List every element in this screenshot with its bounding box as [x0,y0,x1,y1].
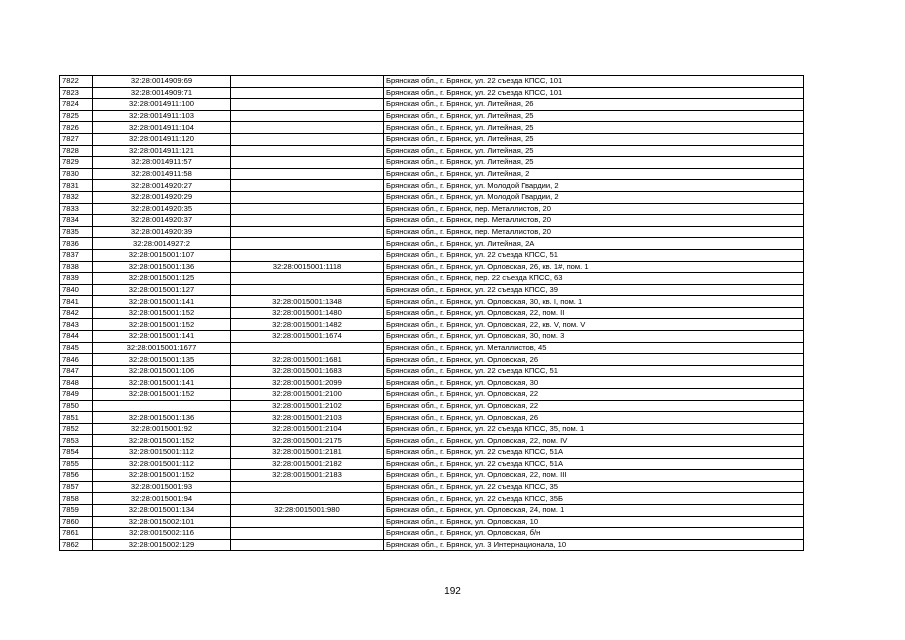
row-number-cell: 7853 [60,435,93,447]
cadastral-number-cell: 32:28:0015001:112 [93,447,231,459]
cadastral-number-cell [93,400,231,412]
address-cell: Брянская обл., г. Брянск, ул. Орловская, б/н [384,528,804,540]
row-number-cell: 7852 [60,423,93,435]
address-cell: Брянская обл., г. Брянск, ул. Орловская, 10 [384,516,804,528]
cadastral-number-cell: 32:28:0015001:152 [93,389,231,401]
cadastral-number-cell: 32:28:0014909:71 [93,87,231,99]
object-cadastral-number-cell: 32:28:0015001:1482 [231,319,384,331]
cadastral-number-cell: 32:28:0014911:104 [93,122,231,134]
row-number-cell: 7845 [60,342,93,354]
row-number-cell: 7832 [60,191,93,203]
object-cadastral-number-cell [231,342,384,354]
row-number-cell: 7846 [60,354,93,366]
cadastral-number-cell: 32:28:0014911:100 [93,99,231,111]
row-number-cell: 7823 [60,87,93,99]
address-cell: Брянская обл., г. Брянск, ул. Орловская, 22 [384,389,804,401]
table-row [60,307,804,319]
cadastral-number-cell: 32:28:0014911:57 [93,157,231,169]
table-row [60,87,804,99]
row-number-cell: 7842 [60,307,93,319]
row-number-cell: 7836 [60,238,93,250]
address-cell: Брянская обл., г. Брянск, ул. 22 съезда КПСС, 35, пом. 1 [384,423,804,435]
object-cadastral-number-cell [231,528,384,540]
address-cell: Брянская обл., г. Брянск, ул. Орловская, 22, пом. II [384,307,804,319]
table-row [60,110,804,122]
cadastral-number-cell: 32:28:0014920:35 [93,203,231,215]
object-cadastral-number-cell [231,191,384,203]
table-row [60,215,804,227]
object-cadastral-number-cell [231,99,384,111]
cadastral-number-cell: 32:28:0015002:116 [93,528,231,540]
row-number-cell: 7862 [60,539,93,551]
row-number-cell: 7834 [60,215,93,227]
cadastral-number-cell: 32:28:0015001:136 [93,261,231,273]
object-cadastral-number-cell [231,539,384,551]
table-row [60,342,804,354]
table-row [60,423,804,435]
table-row [60,389,804,401]
object-cadastral-number-cell [231,145,384,157]
address-cell: Брянская обл., г. Брянск, ул. 22 съезда КПСС, 51 [384,365,804,377]
cadastral-number-cell: 32:28:0015001:107 [93,249,231,261]
address-cell: Брянская обл., г. Брянск, ул. Орловская, 30, пом. 3 [384,331,804,343]
cadastral-number-cell: 32:28:0015001:141 [93,296,231,308]
address-cell: Брянская обл., г. Брянск, ул. Металлистов, 45 [384,342,804,354]
address-cell: Брянская обл., г. Брянск, ул. Литейная, 2 [384,168,804,180]
table-row [60,238,804,250]
cadastral-number-cell: 32:28:0015001:135 [93,354,231,366]
cadastral-number-cell: 32:28:0015002:129 [93,539,231,551]
row-number-cell: 7849 [60,389,93,401]
row-number-cell: 7857 [60,481,93,493]
address-cell: Брянская обл., г. Брянск, ул. 3 Интернационала, 10 [384,539,804,551]
row-number-cell: 7825 [60,110,93,122]
address-cell: Брянская обл., г. Брянск, ул. Орловская, 30 [384,377,804,389]
cadastral-number-cell: 32:28:0015001:125 [93,273,231,285]
row-number-cell: 7835 [60,226,93,238]
object-cadastral-number-cell: 32:28:0015001:2104 [231,423,384,435]
row-number-cell: 7822 [60,76,93,88]
table-row [60,435,804,447]
row-number-cell: 7856 [60,470,93,482]
object-cadastral-number-cell [231,481,384,493]
table-row [60,180,804,192]
address-cell: Брянская обл., г. Брянск, ул. 22 съезда КПСС, 35Б [384,493,804,505]
address-cell: Брянская обл., г. Брянск, ул. Орловская, 22 [384,400,804,412]
row-number-cell: 7824 [60,99,93,111]
row-number-cell: 7828 [60,145,93,157]
object-cadastral-number-cell: 32:28:0015001:1480 [231,307,384,319]
cadastral-number-cell: 32:28:0015001:93 [93,481,231,493]
row-number-cell: 7855 [60,458,93,470]
address-cell: Брянская обл., г. Брянск, ул. Орловская, 22, пом. III [384,470,804,482]
table-row [60,539,804,551]
object-cadastral-number-cell [231,87,384,99]
cadastral-number-cell: 32:28:0014911:103 [93,110,231,122]
table-row [60,365,804,377]
cadastral-number-cell: 32:28:0014927:2 [93,238,231,250]
table-row [60,458,804,470]
cadastral-number-cell: 32:28:0014920:39 [93,226,231,238]
address-cell: Брянская обл., г. Брянск, ул. Орловская, 26, кв. 1#, пом. 1 [384,261,804,273]
table-row [60,191,804,203]
table-row [60,319,804,331]
address-cell: Брянская обл., г. Брянск, ул. Орловская, 24, пом. 1 [384,504,804,516]
table-row [60,157,804,169]
table-row [60,261,804,273]
table-row [60,377,804,389]
object-cadastral-number-cell: 32:28:0015001:2102 [231,400,384,412]
cadastral-number-cell: 32:28:0015001:141 [93,331,231,343]
address-cell: Брянская обл., г. Брянск, ул. Литейная, 2А [384,238,804,250]
table-row [60,284,804,296]
cadastral-number-cell: 32:28:0015001:152 [93,470,231,482]
object-cadastral-number-cell: 32:28:0015001:1683 [231,365,384,377]
table-row [60,354,804,366]
cadastral-number-cell: 32:28:0015001:152 [93,319,231,331]
cadastral-number-cell: 32:28:0015001:127 [93,284,231,296]
table-row [60,273,804,285]
object-cadastral-number-cell [231,226,384,238]
cadastral-number-cell: 32:28:0014920:29 [93,191,231,203]
row-number-cell: 7861 [60,528,93,540]
address-cell: Брянская обл., г. Брянск, ул. Орловская, 30, кв. I, пом. 1 [384,296,804,308]
row-number-cell: 7859 [60,504,93,516]
row-number-cell: 7848 [60,377,93,389]
object-cadastral-number-cell [231,157,384,169]
object-cadastral-number-cell [231,180,384,192]
address-cell: Брянская обл., г. Брянск, ул. Литейная, 25 [384,133,804,145]
object-cadastral-number-cell [231,493,384,505]
object-cadastral-number-cell [231,76,384,88]
address-cell: Брянская обл., г. Брянск, ул. Орловская, 26 [384,412,804,424]
object-cadastral-number-cell: 32:28:0015001:2175 [231,435,384,447]
row-number-cell: 7826 [60,122,93,134]
cadastral-number-cell: 32:28:0015001:106 [93,365,231,377]
row-number-cell: 7831 [60,180,93,192]
object-cadastral-number-cell [231,516,384,528]
address-cell: Брянская обл., г. Брянск, ул. Литейная, 25 [384,110,804,122]
cadastral-number-cell: 32:28:0015001:136 [93,412,231,424]
registry-table [59,75,804,551]
address-cell: Брянская обл., г. Брянск, ул. 22 съезда КПСС, 101 [384,87,804,99]
row-number-cell: 7847 [60,365,93,377]
row-number-cell: 7838 [60,261,93,273]
address-cell: Брянская обл., г. Брянск, ул. 22 съезда КПСС, 51 [384,249,804,261]
address-cell: Брянская обл., г. Брянск, ул. Орловская, 26 [384,354,804,366]
table-row [60,400,804,412]
table-row [60,145,804,157]
row-number-cell: 7844 [60,331,93,343]
table-row [60,122,804,134]
address-cell: Брянская обл., г. Брянск, ул. 22 съезда КПСС, 51А [384,458,804,470]
address-cell: Брянская обл., г. Брянск, пер. Металлистов, 20 [384,226,804,238]
object-cadastral-number-cell [231,168,384,180]
cadastral-number-cell: 32:28:0015001:141 [93,377,231,389]
row-number-cell: 7830 [60,168,93,180]
address-cell: Брянская обл., г. Брянск, ул. Молодой Гвардии, 2 [384,191,804,203]
table-row [60,249,804,261]
page-number: 192 [444,586,461,597]
cadastral-number-cell: 32:28:0014911:121 [93,145,231,157]
registry-body [60,76,804,551]
row-number-cell: 7829 [60,157,93,169]
object-cadastral-number-cell [231,273,384,285]
row-number-cell: 7850 [60,400,93,412]
object-cadastral-number-cell: 32:28:0015001:1348 [231,296,384,308]
object-cadastral-number-cell: 32:28:0015001:2181 [231,447,384,459]
table-row [60,516,804,528]
row-number-cell: 7837 [60,249,93,261]
object-cadastral-number-cell: 32:28:0015001:2100 [231,389,384,401]
table-row [60,528,804,540]
object-cadastral-number-cell [231,133,384,145]
table-row [60,99,804,111]
object-cadastral-number-cell [231,122,384,134]
row-number-cell: 7840 [60,284,93,296]
object-cadastral-number-cell: 32:28:0015001:2183 [231,470,384,482]
table-row [60,412,804,424]
object-cadastral-number-cell: 32:28:0015001:980 [231,504,384,516]
object-cadastral-number-cell [231,238,384,250]
cadastral-number-cell: 32:28:0014911:58 [93,168,231,180]
table-row [60,226,804,238]
table-row [60,493,804,505]
cadastral-number-cell: 32:28:0015001:152 [93,435,231,447]
object-cadastral-number-cell: 32:28:0015001:1681 [231,354,384,366]
object-cadastral-number-cell [231,203,384,215]
row-number-cell: 7833 [60,203,93,215]
cadastral-number-cell: 32:28:0015001:92 [93,423,231,435]
table-row [60,76,804,88]
table-row [60,296,804,308]
table-row [60,470,804,482]
cadastral-number-cell: 32:28:0015001:1677 [93,342,231,354]
object-cadastral-number-cell: 32:28:0015001:1118 [231,261,384,273]
cadastral-number-cell: 32:28:0014920:37 [93,215,231,227]
address-cell: Брянская обл., г. Брянск, пер. Металлистов, 20 [384,203,804,215]
table-row [60,203,804,215]
address-cell: Брянская обл., г. Брянск, ул. 22 съезда КПСС, 35 [384,481,804,493]
object-cadastral-number-cell [231,215,384,227]
address-cell: Брянская обл., г. Брянск, ул. Молодой Гвардии, 2 [384,180,804,192]
address-cell: Брянская обл., г. Брянск, пер. 22 съезда КПСС, 63 [384,273,804,285]
row-number-cell: 7854 [60,447,93,459]
cadastral-number-cell: 32:28:0015001:152 [93,307,231,319]
address-cell: Брянская обл., г. Брянск, ул. Литейная, 26 [384,99,804,111]
row-number-cell: 7827 [60,133,93,145]
cadastral-number-cell: 32:28:0015002:101 [93,516,231,528]
object-cadastral-number-cell [231,284,384,296]
row-number-cell: 7860 [60,516,93,528]
object-cadastral-number-cell: 32:28:0015001:2182 [231,458,384,470]
row-number-cell: 7858 [60,493,93,505]
address-cell: Брянская обл., г. Брянск, ул. Литейная, 25 [384,145,804,157]
object-cadastral-number-cell: 32:28:0015001:2103 [231,412,384,424]
object-cadastral-number-cell: 32:28:0015001:2099 [231,377,384,389]
object-cadastral-number-cell [231,249,384,261]
address-cell: Брянская обл., г. Брянск, ул. Орловская, 22, кв. V, пом. V [384,319,804,331]
table-row [60,504,804,516]
row-number-cell: 7841 [60,296,93,308]
row-number-cell: 7851 [60,412,93,424]
object-cadastral-number-cell [231,110,384,122]
table-row [60,447,804,459]
cadastral-number-cell: 32:28:0015001:134 [93,504,231,516]
cadastral-number-cell: 32:28:0014909:69 [93,76,231,88]
address-cell: Брянская обл., г. Брянск, пер. Металлистов, 20 [384,215,804,227]
table-row [60,331,804,343]
row-number-cell: 7843 [60,319,93,331]
address-cell: Брянская обл., г. Брянск, ул. Литейная, 25 [384,122,804,134]
address-cell: Брянская обл., г. Брянск, ул. 22 съезда КПСС, 39 [384,284,804,296]
address-cell: Брянская обл., г. Брянск, ул. 22 съезда КПСС, 51А [384,447,804,459]
table-row [60,133,804,145]
object-cadastral-number-cell: 32:28:0015001:1674 [231,331,384,343]
table-row [60,481,804,493]
table-row [60,168,804,180]
address-cell: Брянская обл., г. Брянск, ул. 22 съезда КПСС, 101 [384,76,804,88]
cadastral-number-cell: 32:28:0014920:27 [93,180,231,192]
address-cell: Брянская обл., г. Брянск, ул. Литейная, 25 [384,157,804,169]
address-cell: Брянская обл., г. Брянск, ул. Орловская, 22, пом. IV [384,435,804,447]
cadastral-number-cell: 32:28:0015001:94 [93,493,231,505]
cadastral-number-cell: 32:28:0014911:120 [93,133,231,145]
row-number-cell: 7839 [60,273,93,285]
cadastral-number-cell: 32:28:0015001:112 [93,458,231,470]
